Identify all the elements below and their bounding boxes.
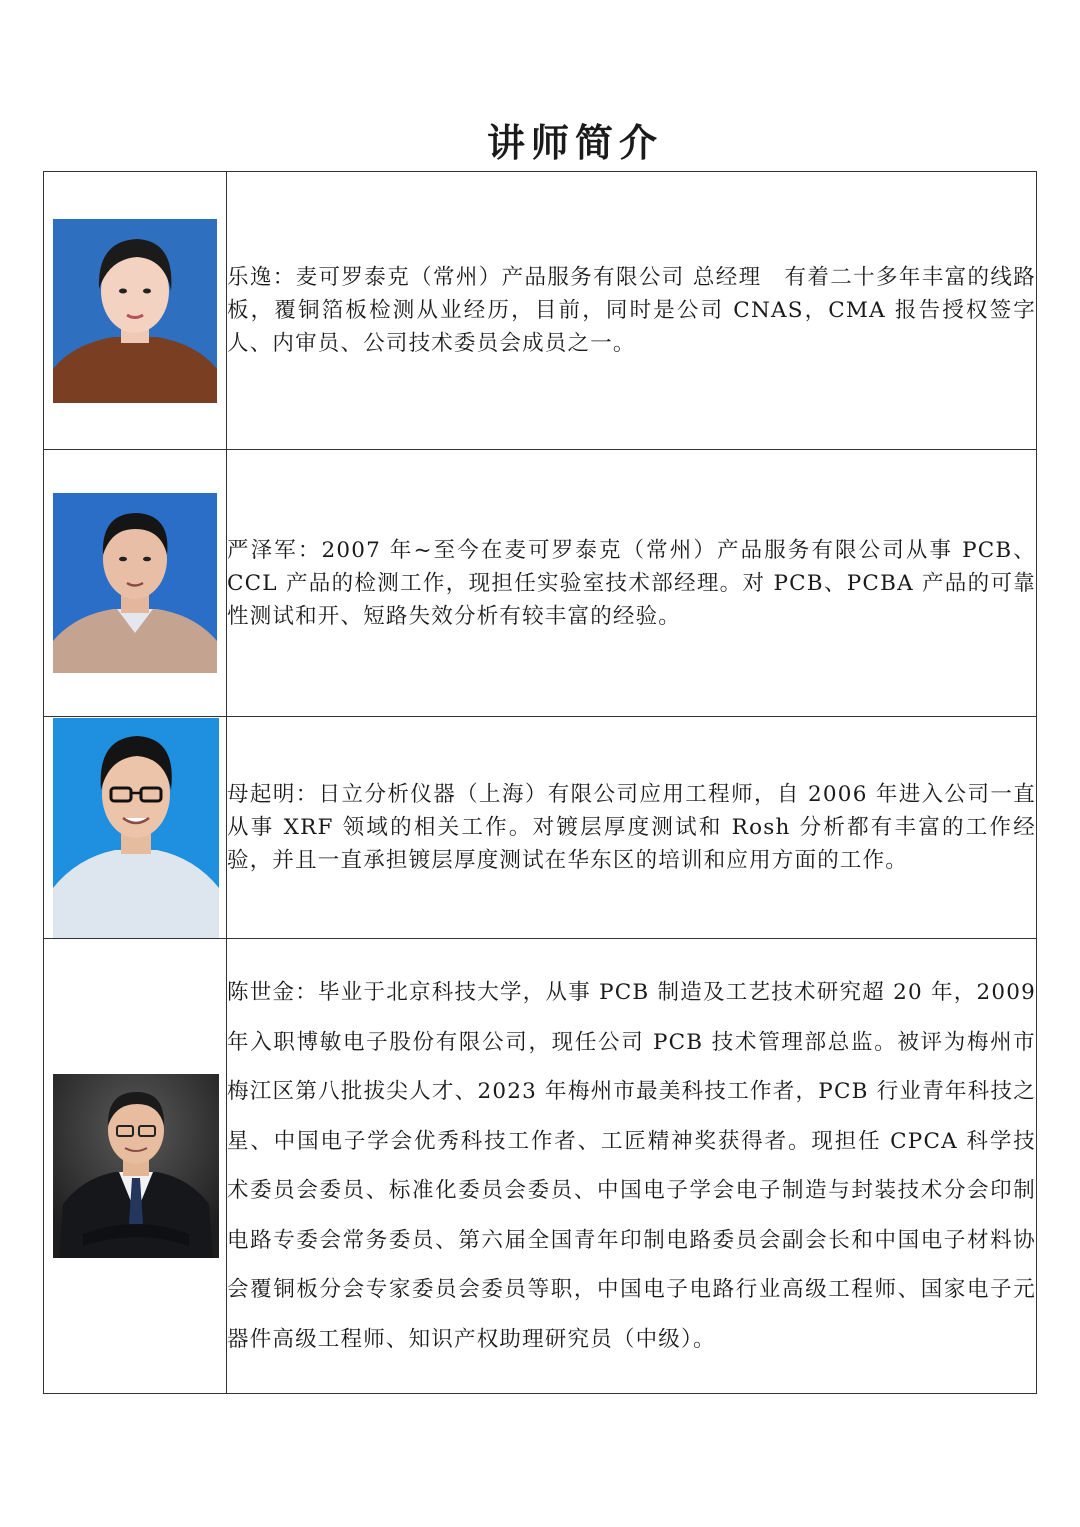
photo-cell xyxy=(44,939,227,1394)
portrait-man-glasses-icon xyxy=(53,718,219,938)
bio-cell xyxy=(227,717,1037,939)
speaker-photo xyxy=(53,718,219,938)
speaker-photo xyxy=(53,219,217,403)
bio-cell xyxy=(227,172,1037,450)
portrait-man-icon xyxy=(53,493,217,673)
photo-cell xyxy=(44,450,227,717)
speaker-bio: 陈世金：毕业于北京科技大学，从事 PCB 制造及工艺技术研究超 20 年，2009 年入职博敏电子股份有限公司，现任公司 PCB 技术管理部总监。被评为梅州市梅江区第八批拔尖人才、2023 年梅州市最美科技工作者，PCB 行业青年科技之星、中国电子学会优秀科技工作者、工匠精神奖获得者。现担任 CPCA 科学技术委员会委员、标准化委员会委员、中国电子学会电子制造与封装技术分会印制电路专委会常务委员、第六届全国青年印制电路委员会副会长和中国电子材料协会覆铜板分会专家委员会委员等职，中国电子电路行业高级工程师、国家电子元器件高级工程师、知识产权助理研究员（中级）。 xyxy=(227,980,1036,1352)
portrait-woman-icon xyxy=(53,219,217,403)
portrait-man-suit-icon xyxy=(53,1074,219,1258)
speaker-table xyxy=(43,171,1037,1394)
page-title: 讲师简介 xyxy=(486,120,663,165)
speaker-bio: 母起明：日立分析仪器（上海）有限公司应用工程师，自 2006 年进入公司一直从事 XRF 领域的相关工作。对镀层厚度测试和 Rosh 分析都有丰富的工作经验，并且一直承担镀层厚度测试在华东区的培训和应用方面的工作。 xyxy=(227,782,1036,873)
photo-cell xyxy=(44,172,227,450)
photo-cell xyxy=(44,717,227,939)
speaker-photo xyxy=(53,493,217,673)
speaker-photo xyxy=(53,1074,219,1258)
speaker-row xyxy=(44,172,1037,450)
speaker-row xyxy=(44,450,1037,717)
speaker-bio: 乐逸：麦可罗泰克（常州）产品服务有限公司 总经理 有着二十多年丰富的线路板，覆铜箔板检测从业经历，目前，同时是公司 CNAS，CMA 报告授权签字人、内审员、公司技术委员会成员之一。 xyxy=(227,265,1036,356)
speaker-bio: 严泽军：2007 年~至今在麦可罗泰克（常州）产品服务有限公司从事 PCB、CCL 产品的检测工作，现担任实验室技术部经理。对 PCB、PCBA 产品的可靠性测试和开、短路失效分析有较丰富的经验。 xyxy=(227,537,1036,629)
bio-cell xyxy=(227,939,1037,1394)
speaker-row xyxy=(44,939,1037,1394)
bio-cell xyxy=(227,450,1037,717)
speaker-row xyxy=(44,717,1037,939)
